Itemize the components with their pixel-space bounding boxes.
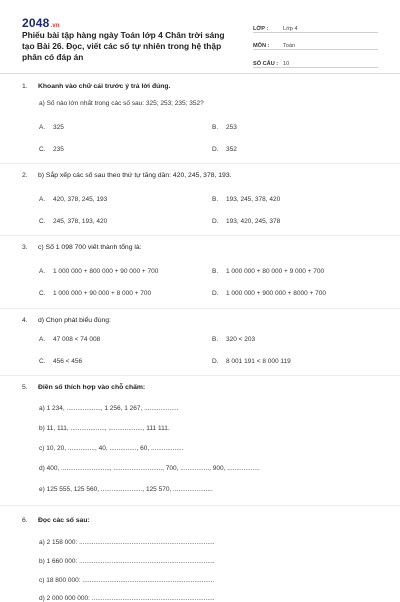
question-number: 4. (22, 317, 28, 324)
option-c[interactable] (39, 218, 107, 225)
site-logo[interactable] (22, 16, 60, 30)
question-separator (0, 163, 400, 164)
option-letter: D. (212, 290, 219, 297)
question-text: c) Số 1 098 700 viết thành tổng là: (38, 244, 142, 251)
option-letter: C. (39, 358, 46, 365)
question-text: Đọc các số sau: (38, 517, 90, 524)
reading-line[interactable]: a) 2 158 000: ........................................................................... (39, 539, 215, 546)
option-d[interactable] (212, 218, 280, 225)
option-letter: C. (39, 218, 46, 225)
question-number: 2. (22, 172, 28, 179)
question-3 (22, 244, 382, 251)
option-a[interactable] (39, 268, 158, 275)
question-number: 5. (22, 384, 28, 391)
fill-in-line[interactable]: a) 1 234, ..................., 1 256, 1 267, ................... (39, 405, 179, 412)
option-text: 235 (53, 146, 64, 153)
option-letter: B. (212, 268, 219, 275)
fill-in-line[interactable]: c) 10, 20, ..............., 40, ..............., 60, .................. (39, 445, 184, 452)
option-text: 1 000 000 + 80 000 + 9 000 + 700 (226, 268, 325, 275)
option-a[interactable] (39, 336, 100, 343)
question-separator (0, 308, 400, 309)
option-letter: A. (39, 336, 46, 343)
logo-text: 2048 (22, 16, 50, 30)
question-1 (22, 83, 382, 90)
logo-tld: .vn (50, 23, 60, 29)
option-letter: D. (212, 218, 219, 225)
fill-in-line[interactable]: b) 11, 111, ..................., ..................., 111 111. (39, 425, 170, 432)
option-b[interactable] (212, 268, 324, 275)
header-divider (0, 73, 400, 74)
meta-key: MÔN : (253, 43, 270, 49)
meta-row-grade (253, 15, 378, 33)
meta-value: Lớp 4 (283, 25, 298, 32)
option-d[interactable] (212, 358, 291, 365)
option-letter: D. (212, 146, 219, 153)
meta-row-question-count (253, 50, 378, 68)
reading-line[interactable]: b) 1 660 000: ........................................................................... (39, 558, 215, 565)
option-d[interactable] (212, 146, 237, 153)
question-number: 6. (22, 517, 28, 524)
option-letter: A. (39, 268, 46, 275)
question-separator (0, 505, 400, 506)
question-text: b) Sắp xếp các số sau theo thứ tự tăng dần: 420, 245, 378, 193. (38, 172, 232, 179)
option-text: 1 000 000 + 900 000 + 8000 + 700 (226, 290, 326, 297)
option-d[interactable] (212, 290, 326, 297)
option-letter: B. (212, 336, 219, 343)
option-text: 47 008 < 74 008 (53, 336, 101, 343)
option-c[interactable] (39, 146, 64, 153)
option-letter: C. (39, 290, 46, 297)
option-a[interactable] (39, 196, 107, 203)
question-4 (22, 317, 382, 324)
option-text: 352 (226, 146, 237, 153)
fill-in-line[interactable]: e) 125 555, 125 560, ......................., 125 570, ...................... (39, 486, 213, 493)
option-c[interactable] (39, 358, 82, 365)
option-letter: A. (39, 124, 46, 131)
reading-line[interactable]: d) 2 000 000 000: .................................................................... (39, 595, 215, 602)
option-letter: B. (212, 196, 219, 203)
option-text: 245, 378, 193, 420 (53, 218, 108, 225)
option-a[interactable] (39, 124, 64, 131)
option-text: 420, 378, 245, 193 (53, 196, 108, 203)
option-letter: D. (212, 358, 219, 365)
meta-key: SỐ CÂU : (253, 60, 279, 67)
option-b[interactable] (212, 336, 255, 343)
option-text: 456 < 456 (53, 358, 83, 365)
fill-in-line[interactable]: d) 400, ..........................., ..........................., 700, ................, 900, .................. (39, 465, 260, 472)
option-text: 193, 245, 378, 420 (226, 196, 281, 203)
question-number: 1. (22, 83, 28, 90)
question-separator (0, 375, 400, 376)
option-text: 193, 420, 245, 378 (226, 218, 281, 225)
option-text: 8 001 191 < 8 000 119 (226, 358, 291, 365)
worksheet-header (0, 0, 400, 70)
option-b[interactable] (212, 196, 280, 203)
option-b[interactable] (212, 124, 237, 131)
option-letter: B. (212, 124, 219, 131)
question-2 (22, 172, 382, 179)
question-separator (0, 235, 400, 236)
option-text: 253 (226, 124, 237, 131)
question-text: Điền số thích hợp vào chỗ chấm: (38, 384, 146, 391)
meta-value: 10 (283, 60, 290, 67)
meta-row-subject (253, 33, 378, 51)
option-text: 1 000 000 + 800 000 + 90 000 + 700 (53, 268, 159, 275)
option-c[interactable] (39, 290, 151, 297)
option-text: 325 (53, 124, 64, 131)
question-6 (22, 517, 382, 524)
worksheet-title: Phiếu bài tập hàng ngày Toán lớp 4 Chân trời sáng tạo Bài 26. Đọc, viết các số tự nhiên trong hệ thập phân có đáp án (22, 30, 225, 62)
question-number: 3. (22, 244, 28, 251)
option-letter: C. (39, 146, 46, 153)
meta-value: Toán (283, 43, 296, 49)
option-text: 320 < 203 (226, 336, 256, 343)
reading-line[interactable]: c) 18 800 000: ......................................................................... (39, 577, 215, 584)
question-text: d) Chọn phát biểu đúng: (38, 317, 111, 324)
question-text: Khoanh vào chữ cái trước ý trả lời đúng. (38, 83, 171, 90)
question-5 (22, 384, 382, 391)
meta-key: LỚP : (253, 25, 269, 32)
option-text: 1 000 000 + 90 000 + 8 000 + 700 (53, 290, 152, 297)
meta-panel (253, 15, 378, 68)
question-1-subprompt: a) Số nào lớn nhất trong các số sau: 325; 253; 235; 352? (39, 100, 204, 107)
option-letter: A. (39, 196, 46, 203)
